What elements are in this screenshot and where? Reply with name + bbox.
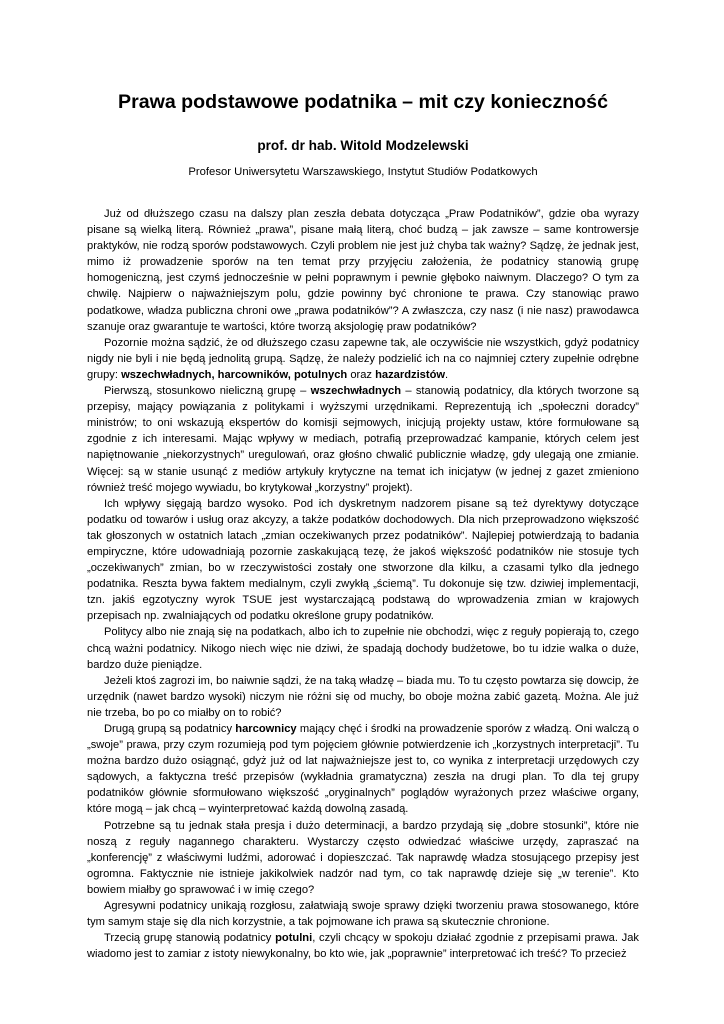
article-body [87,206,639,962]
paragraph: Potrzebne są tu jednak stała presja i dużo determinacji, a bardzo przydają się „dobre stosunki”, które nie noszą z reguły nagannego charakteru. Wystarczy często odwiedzać właściwe urzędy, zapraszać na „konferencję” z właściwymi ludźmi, adorować i dopieszczać. Tak naprawdę władza stosującego przepisy jest ogromna. Faktycznie nie istnieje jakikolwiek nadzór nad tym, co tak naprawdę dzieje się „w terenie”. Kto bowiem miałby go sprawować i w imię czego? [87,819,639,896]
bold-term: harcownicy [235,723,297,735]
paragraph: Agresywni podatnicy unikają rozgłosu, załatwiają swoje sprawy dzięki tworzeniu prawa stosowanego, które tym samym staje się dla nich korzystnie, a tak pojmowane ich prawa są skutecznie chronione. [87,900,639,929]
bold-term: hazardzistów [375,368,446,381]
document-title: Prawa podstawowe podatnika – mit czy konieczność [118,91,608,113]
paragraph: Jeżeli ktoś zagrozi im, bo naiwnie sądzi, że na taką władzę – biada mu. To tu często powtarza się dowcip, że urzędnik (nawet bardzo wysoki) niczym nie różni się od muchy, bo oboje można zabić gazetą. Można. Ale już nie trzeba, bo po co miałby on to robić? [87,674,639,719]
paragraph: Pozornie można sądzić, że od dłuższego czasu zapewne tak, ale oczywiście nie wszystkich, gdyż podatnicy nigdy nie byli i nie będą jednolitą grupą. Sądzę, że należy podzielić ich na co najmniej cztery zupełnie odrębne grupy: wszechwładnych, harcowników, potulnych oraz hazardzistów. [87,336,639,381]
paragraph: Politycy albo nie znają się na podatkach, albo ich to zupełnie nie obchodzi, więc z reguły popierają to, czego chcą ważni podatnicy. Nikogo niech więc nie dziwi, że spadają dochody budżetowe, bo tu idzie walka o duże, bardzo duże pieniądze. [87,626,639,671]
paragraph: Pierwszą, stosunkowo nieliczną grupę – wszechwładnych – stanowią podatnicy, dla których tworzone są przepisy, mający powiązania z politykami i wyższymi urzędnikami. Reprezentują ich „społeczni doradcy” ministrów; to oni wskazują ekspertów do komisji sejmowych, inicjują projekty ustaw, które formułowane są zgodnie z ich interesami. Mając wpływy w mediach, potrafią przeprowadzać kampanie, których celem jest napiętnowanie „niekorzystnych” uregulowań, oraz głośno chwalić publicznie władzę, gdy ulegają one zmianie. Więcej: są w stanie usunąć z mediów artykuły krytyczne na temat ich inicjatyw (w jednej z gazet zmieniono również treść mojego wywiadu, bo krytykował „korzystny” projekt). [87,385,639,494]
author-affiliation: Profesor Uniwersytetu Warszawskiego, Instytut Studiów Podatkowych [188,166,538,178]
paragraph: Drugą grupą są podatnicy harcownicy mający chęć i środki na prowadzenie sporów z władzą. Oni walczą o „swoje” prawa, przy czym rozumieją pod tym pojęciem głównie potwierdzenie ich „korzystnych interpretacji”. Tu można bardzo dużo osiągnąć, gdyż już od lat najważniejsze jest to, co wynika z interpretacji urzędowych czy sądowych, a faktyczna treść przepisów (wykładnia gramatyczna) zeszła na drugi plan. To dla tej grupy podatników głównie sformułowano większość „oryginalnych” poglądów wyrażonych przez właściwe organy, które mogą – jak chcą – wyinterpretować każdą dowolną zasadą. [87,723,639,816]
bold-term: potulni [275,932,313,945]
bold-term: wszechwładnych, harcowników, potulnych [121,368,348,381]
bold-term: wszechwładnych [310,385,402,398]
paragraph: Już od dłuższego czasu na dalszy plan zeszła debata dotycząca „Praw Podatników”, gdzie oba wyrazy pisane są wielką literą. Również „prawa”, pisane małą literą, choć budzą – jak zawsze – same kontrowersje praktyków, nie rodzą sporów podstawowych. Czyli problem nie jest już chyba tak ważny? Sądzę, że jednak jest, mimo iż prowadzenie sporów na ten temat przy przyjęciu założenia, że podatnicy stanowią grupę homogeniczną, jest czymś jednocześnie w pełni poprawnym i pewnie głęboko naiwnym. Dlaczego? O tym za chwilę. Najpierw o najważniejszym polu, gdzie powinny być chronione te prawa. Czy stanowiąc prawo podatkowe, władza publiczna chroni owe „prawa podatników”? A zwłaszcza, czy nasz (i nie nasz) prawodawca szanuje oraz gwarantuje te wartości, które tworzą aksjologię praw podatników? [87,208,639,333]
document-page [87,0,639,1024]
paragraph: Trzecią grupę stanowią podatnicy potulni, czyli chcący w spokoju działać zgodnie z przepisami prawa. Jak wiadomo jest to zamiar z istoty niewykonalny, bo kto wie, jak „poprawnie” interpretować ich treść? To przecież [87,932,639,961]
paragraph: Ich wpływy sięgają bardzo wysoko. Pod ich dyskretnym nadzorem pisane są też dyrektywy dotyczące podatku od towarów i usług oraz akcyzy, a także podatków dochodowych. Dla nich przeprowadzono większość tak głoszonych w ostatnich latach „zmian oczekiwanych przez podatników”. Najlepiej potwierdzają to badania empiryczne, które udowadniają pozornie zaskakującą tezę, że jakoś większość podatników nie stosuje tych „oczekiwanych” zmian, bo w rzeczywistości zostały one stworzone dla kilku, a czasami tylko dla jednego podatnika. Reszta bywa faktem medialnym, czyli zwykłą „ściemą”. Tu dokonuje się tzw. dziwiej implementacji, tzn. jakiś egzotyczny wyrok TSUE jest wystarczającą podstawą do wprowadzenia zmian w krajowych przepisach np. zwalniających od podatku określone grupy podatników. [87,497,639,623]
author-name: prof. dr hab. Witold Modzelewski [257,138,469,153]
